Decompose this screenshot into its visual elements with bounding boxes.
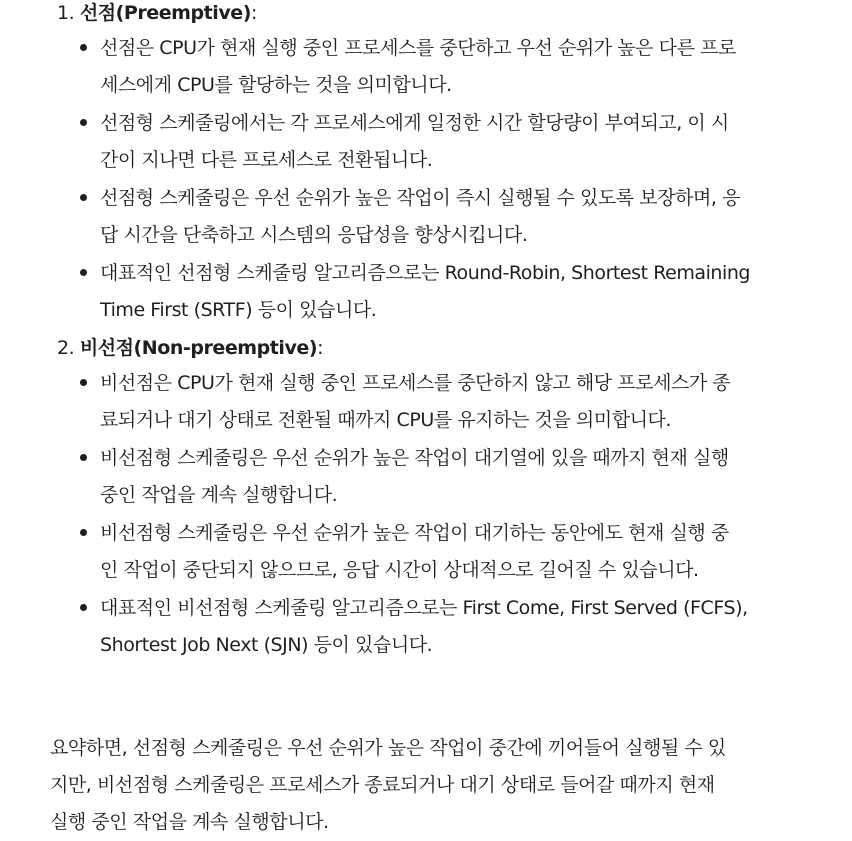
list-item-text: 비선점형 스케줄링은 우선 순위가 높은 작업이 대기열에 있을 때까지 현재 실행 중인 작업을 계속 실행합니다.: [100, 447, 729, 506]
bullet-icon: [80, 454, 87, 461]
list-item: [100, 30, 840, 104]
bullet-icon: [80, 44, 87, 51]
bullet-icon: [80, 379, 87, 386]
section-number: 1.: [57, 2, 75, 24]
list-item-text: 대표적인 선점형 스케줄링 알고리즘으로는 Round-Robin, Shortest Remaining Time First (SRTF) 등이 있습니다.: [100, 262, 751, 321]
list-item-text: 대표적인 비선점형 스케줄링 알고리즘으로는 First Come, First Served (FCFS), Shortest Job Next (SJN) 등이 있습니다.: [100, 597, 748, 656]
section-colon: :: [317, 337, 324, 359]
section-title: 비선점(Non-preemptive): [79, 337, 318, 359]
list-item: [100, 590, 840, 664]
list-item-text: 선점형 스케줄링에서는 각 프로세스에게 일정한 시간 할당량이 부여되고, 이 시 간이 지나면 다른 프로세스로 전환됩니다.: [100, 112, 729, 171]
bullet-icon: [80, 194, 87, 201]
list-item-text: 비선점형 스케줄링은 우선 순위가 높은 작업이 대기하는 동안에도 현재 실행 중 인 작업이 중단되지 않으므로, 응답 시간이 상대적으로 길어질 수 있습니다.: [100, 522, 729, 581]
list-item: [100, 105, 840, 179]
list-item: [100, 365, 840, 439]
section-heading: [57, 0, 257, 26]
list-item: [100, 180, 840, 254]
list-item: [100, 255, 840, 329]
bullet-icon: [80, 604, 87, 611]
section-number: 2.: [57, 337, 75, 359]
list-item-text: 선점은 CPU가 현재 실행 중인 프로세스를 중단하고 우선 순위가 높은 다른 프로 세스에게 CPU를 할당하는 것을 의미합니다.: [100, 37, 736, 96]
list-item: [100, 515, 840, 589]
bullet-icon: [80, 269, 87, 276]
list-item-text: 비선점은 CPU가 현재 실행 중인 프로세스를 중단하지 않고 해당 프로세스가 종 료되거나 대기 상태로 전환될 때까지 CPU를 유지하는 것을 의미합니다.: [100, 372, 731, 431]
bullet-icon: [80, 529, 87, 536]
section-title: 선점(Preemptive): [79, 2, 251, 24]
section-colon: :: [250, 2, 257, 24]
list-item-text: 선점형 스케줄링은 우선 순위가 높은 작업이 즉시 실행될 수 있도록 보장하며, 응 답 시간을 단축하고 시스템의 응답성을 향상시킵니다.: [100, 187, 741, 246]
list-item: [100, 440, 840, 514]
bullet-icon: [80, 119, 87, 126]
summary-paragraph: 요약하면, 선점형 스케줄링은 우선 순위가 높은 작업이 중간에 끼어들어 실행될 수 있 지만, 비선점형 스케줄링은 프로세스가 종료되거나 대기 상태로 들어갈 때까지 현재 실행 중인 작업을 계속 실행합니다.: [50, 737, 726, 833]
section-heading: [57, 335, 323, 361]
